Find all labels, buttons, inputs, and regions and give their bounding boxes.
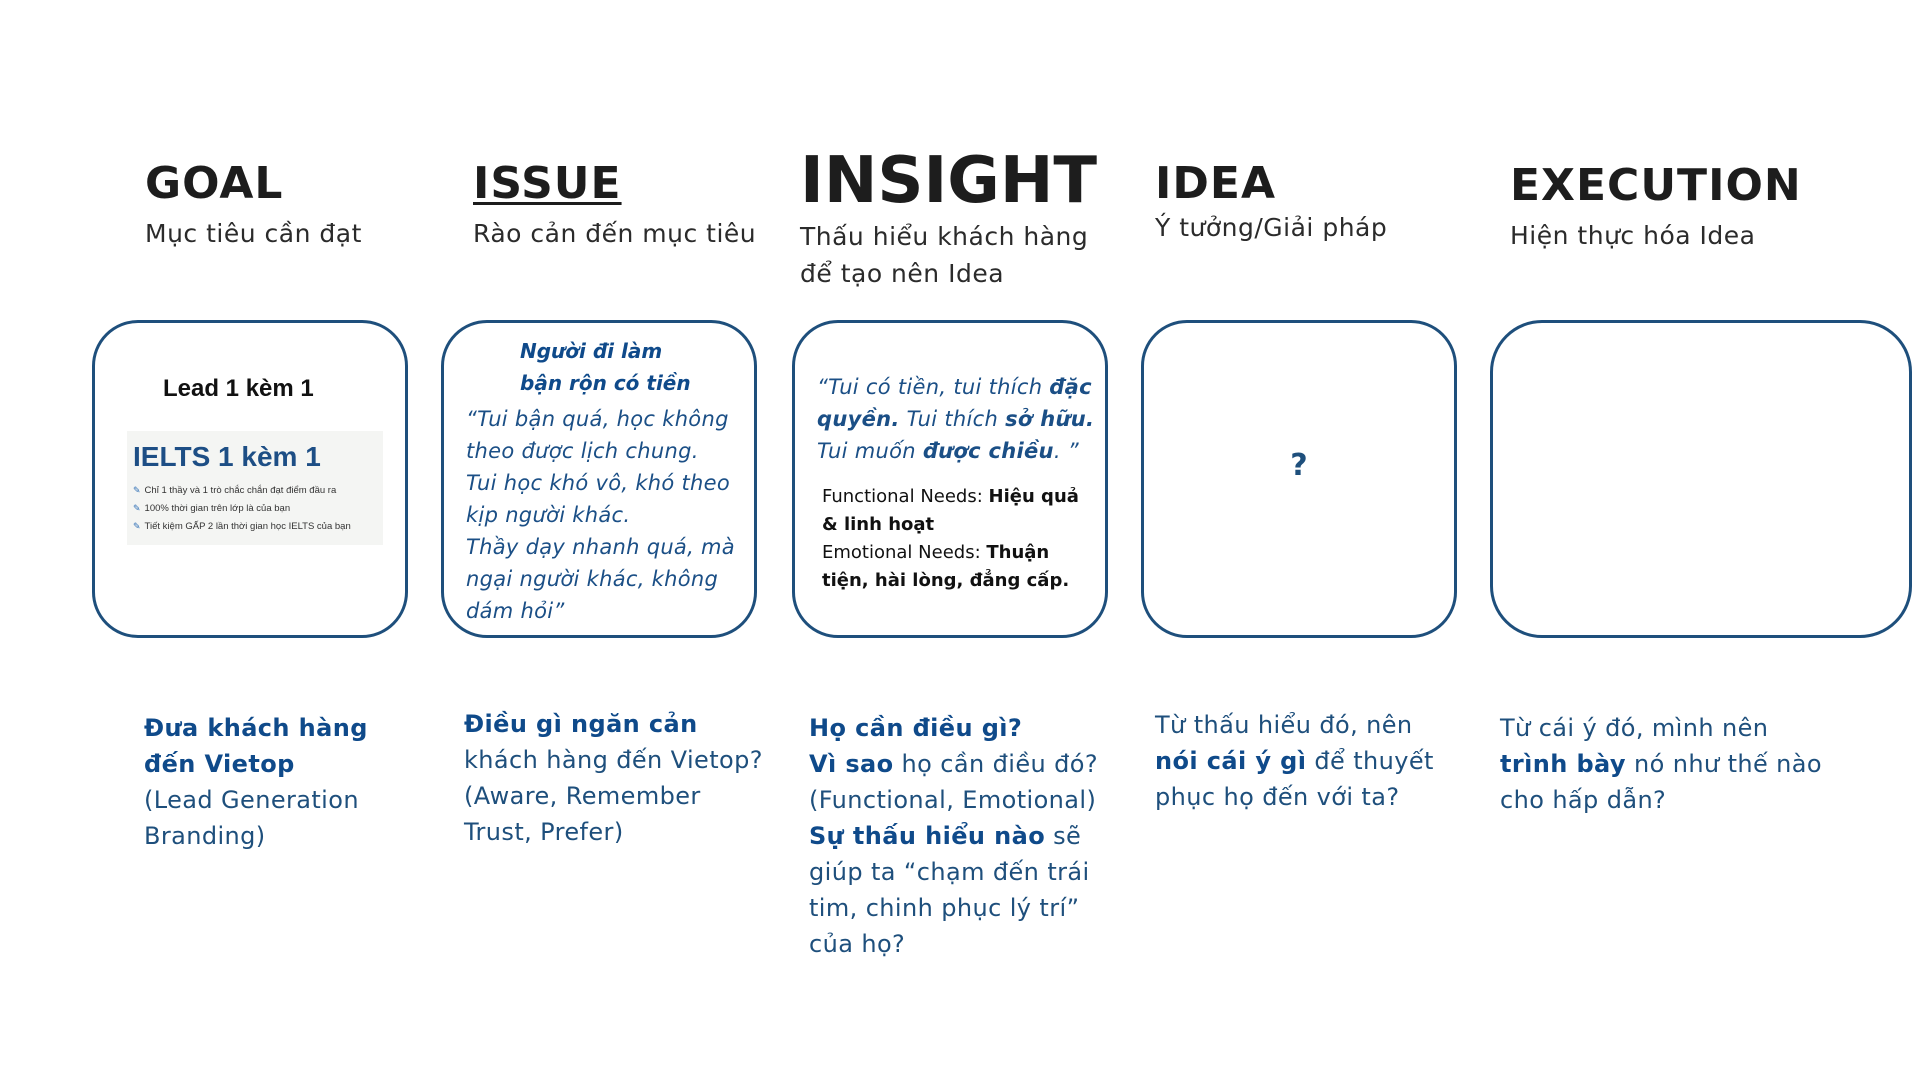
- execution-header: [1510, 160, 1802, 254]
- issue-subtitle: Rào cản đến mục tiêu: [473, 219, 757, 248]
- insight-subtitle-line-1: Thấu hiểu khách hàng: [800, 222, 1089, 251]
- idea-header: [1155, 158, 1387, 246]
- ielts-banner-title: IELTS 1 kèm 1: [133, 441, 321, 472]
- insight-title: INSIGHT: [800, 144, 1098, 218]
- issue-header: [473, 158, 756, 252]
- idea-subtitle: Ý tưởng/Giải pháp: [1155, 213, 1388, 242]
- idea-description: Từ thấu hiểu đó, nên nói cái ý gì để thuyết phục họ đến với ta?: [1155, 711, 1434, 811]
- idea-question-mark: ?: [1290, 448, 1308, 483]
- pencil-icon: ✎: [133, 503, 141, 513]
- insight-card-quote: “Tui có tiền, tui thích đặc quyền. Tui thích sở hữu. Tui muốn được chiều. ”: [817, 375, 1095, 463]
- insight-card-needs: Functional Needs: Hiệu quả & linh hoạt Emotional Needs: Thuận tiện, hài lòng, đẳng cấp.: [822, 486, 1079, 591]
- issue-description: Điều gì ngăn cản khách hàng đến Vietop? (Aware, Remember Trust, Prefer): [464, 710, 763, 846]
- pencil-icon: ✎: [133, 521, 141, 531]
- insight-description: Họ cần điều gì? Vì sao họ cần điều đó? (Functional, Emotional) Sự thấu hiểu nào sẽ giúp ta “chạm đến trái tim, chinh phục lý trí” của họ?: [809, 714, 1098, 958]
- issue-title: ISSUE: [473, 158, 622, 209]
- ielts-bullet: ✎ 100% thời gian trên lớp là của bạn: [133, 503, 291, 514]
- issue-card: [441, 320, 757, 638]
- insight-subtitle-line-2: để tạo nên Idea: [800, 259, 1005, 288]
- pencil-icon: ✎: [133, 485, 141, 495]
- idea-title: IDEA: [1155, 158, 1277, 209]
- ielts-bullet: ✎ Chỉ 1 thầy và 1 trò chắc chắn đạt điểm đầu ra: [133, 485, 337, 496]
- issue-card-heading: Người đi làm bận rộn có tiền: [520, 339, 691, 395]
- goal-title: GOAL: [145, 158, 284, 209]
- insight-header: [800, 144, 1097, 292]
- ielts-banner-image: [127, 431, 383, 545]
- insight-card: [792, 320, 1108, 638]
- goal-description: Đưa khách hàng đến Vietop (Lead Generation Branding): [144, 714, 368, 850]
- idea-card: [1141, 320, 1457, 638]
- goal-header: [145, 158, 362, 252]
- execution-subtitle: Hiện thực hóa Idea: [1510, 221, 1756, 250]
- execution-description: Từ cái ý đó, mình nên trình bày nó như thế nào cho hấp dẫn?: [1500, 714, 1822, 814]
- issue-card-quote: “Tui bận quá, học không theo được lịch chung. Tui học khó vô, khó theo kịp người khác. Thầy dạy nhanh quá, mà ngại người khác, không dám hỏi”: [466, 407, 735, 623]
- goal-card-heading: Lead 1 kèm 1: [163, 375, 314, 402]
- execution-title: EXECUTION: [1510, 160, 1802, 211]
- goal-subtitle: Mục tiêu cần đạt: [145, 219, 362, 248]
- goal-card: [92, 320, 408, 638]
- execution-card: [1490, 320, 1912, 638]
- ielts-bullet: ✎ Tiết kiệm GẤP 2 lần thời gian học IELTS của bạn: [133, 521, 351, 532]
